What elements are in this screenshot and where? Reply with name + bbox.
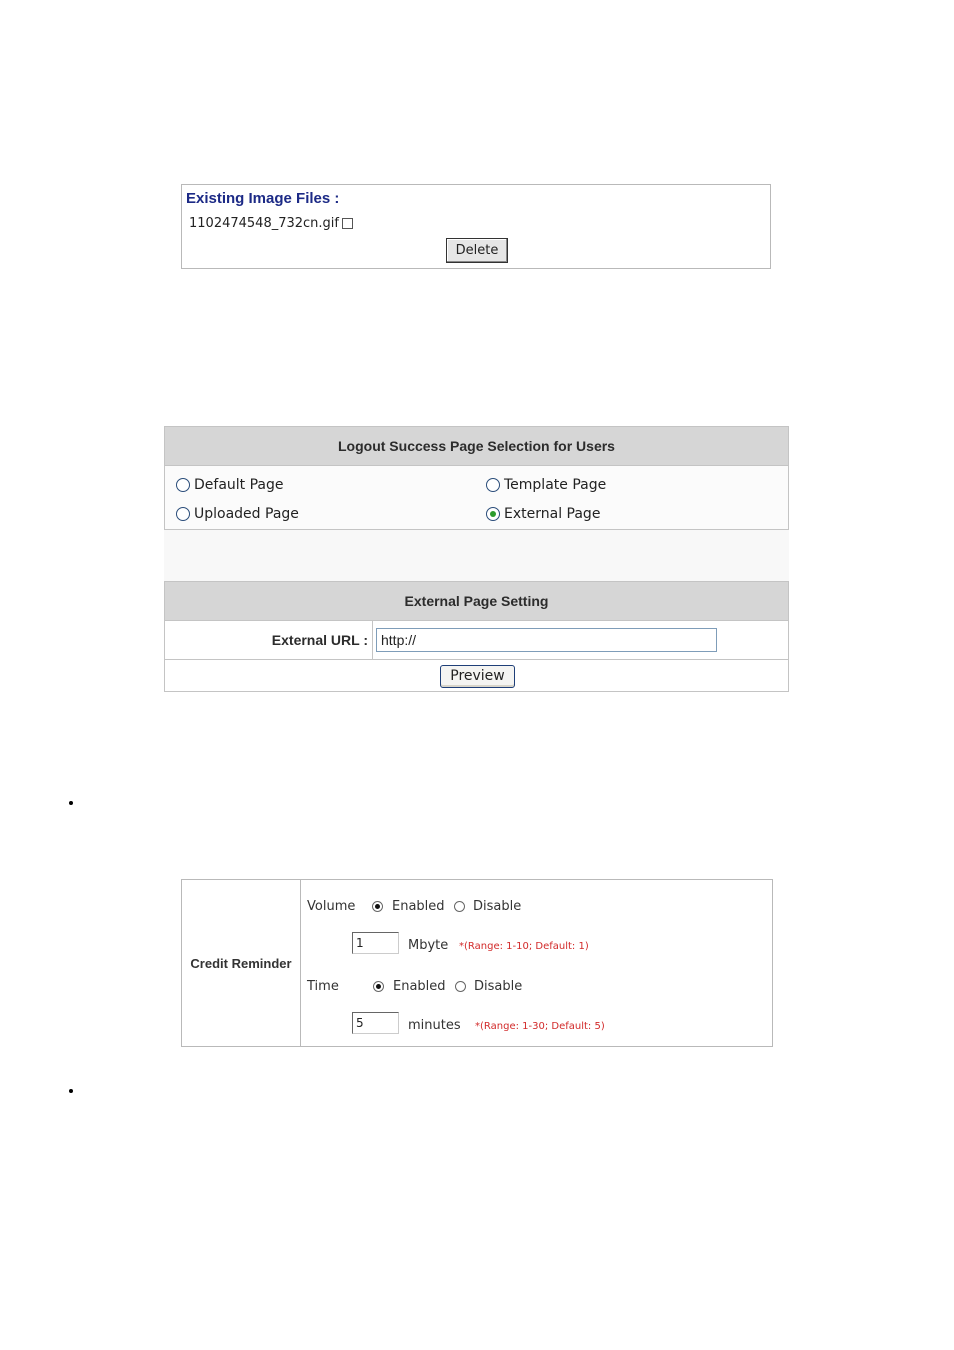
external-url-row: [165, 621, 788, 660]
radio-checked-icon: [486, 507, 500, 521]
file-list-item: [189, 216, 353, 231]
file-select-checkbox[interactable]: [342, 218, 353, 229]
volume-label: Volume: [307, 899, 356, 914]
time-disable-label: Disable: [474, 979, 523, 994]
uploaded-page-radio[interactable]: [176, 506, 299, 522]
volume-enabled-label: Enabled: [392, 899, 445, 914]
volume-disable-label: Disable: [473, 899, 522, 914]
preview-button[interactable]: Preview: [440, 665, 515, 688]
time-enabled-radio[interactable]: [373, 979, 446, 994]
default-page-radio[interactable]: [176, 477, 284, 493]
external-url-label: External URL :: [165, 621, 373, 659]
volume-range-hint: *(Range: 1-10; Default: 1): [459, 941, 589, 952]
radio-circle-icon: [454, 901, 465, 912]
default-page-label: Default Page: [194, 477, 284, 493]
logout-page-selection-panel: [164, 426, 789, 530]
external-page-radio[interactable]: [486, 506, 600, 522]
credit-reminder-panel: [181, 879, 773, 1047]
template-page-label: Template Page: [504, 477, 607, 493]
bullet-icon: [69, 801, 73, 805]
radio-circle-icon: [455, 981, 466, 992]
external-page-setting-title: External Page Setting: [165, 582, 788, 621]
external-page-setting-panel: [164, 581, 789, 692]
radio-checked-icon: [373, 981, 384, 992]
volume-disable-radio[interactable]: [454, 899, 521, 914]
volume-value-input[interactable]: [352, 932, 399, 954]
time-value-input[interactable]: [352, 1012, 399, 1034]
radio-circle-icon: [176, 507, 190, 521]
delete-button[interactable]: Delete: [446, 238, 508, 263]
existing-image-files-panel: [181, 184, 771, 269]
uploaded-page-label: Uploaded Page: [194, 506, 299, 522]
logout-page-selection-title: Logout Success Page Selection for Users: [165, 427, 788, 466]
external-url-input[interactable]: [376, 628, 717, 652]
time-disable-radio[interactable]: [455, 979, 522, 994]
time-range-hint: *(Range: 1-30; Default: 5): [475, 1021, 605, 1032]
time-enabled-label: Enabled: [393, 979, 446, 994]
panel-spacer: [164, 530, 789, 581]
radio-circle-icon: [486, 478, 500, 492]
volume-enabled-radio[interactable]: [372, 899, 445, 914]
time-label: Time: [307, 979, 339, 994]
volume-unit: Mbyte: [408, 938, 449, 953]
time-unit: minutes: [408, 1018, 461, 1033]
radio-circle-icon: [176, 478, 190, 492]
credit-reminder-label: Credit Reminder: [182, 880, 301, 1046]
external-page-label: External Page: [504, 506, 601, 522]
existing-image-files-title: Existing Image Files :: [186, 190, 340, 207]
radio-checked-icon: [372, 901, 383, 912]
file-name: 1102474548_732cn.gif: [189, 216, 339, 231]
bullet-icon: [69, 1089, 73, 1093]
template-page-radio[interactable]: [486, 477, 606, 493]
